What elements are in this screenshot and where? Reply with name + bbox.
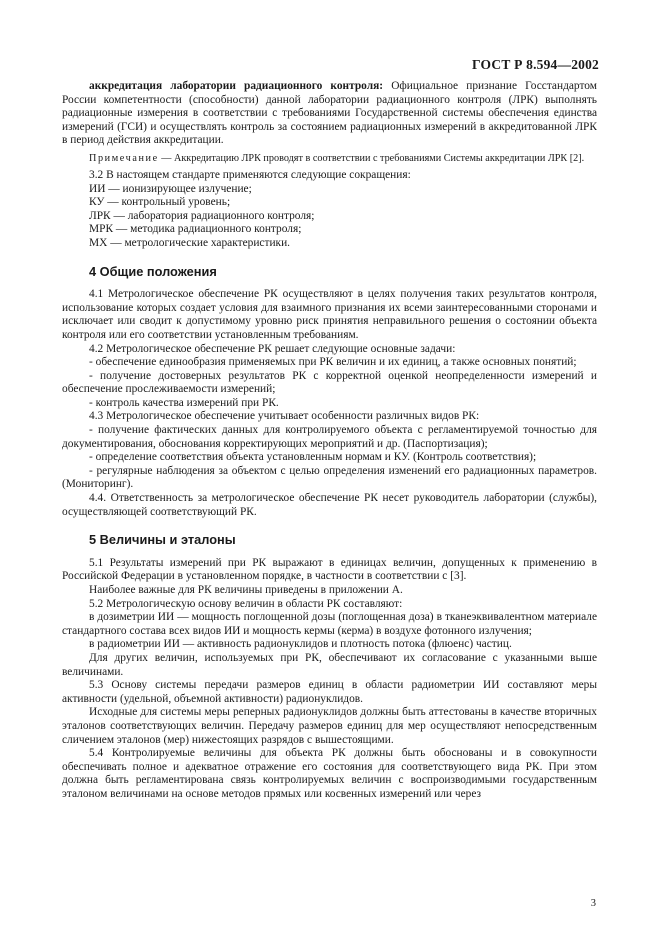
paragraph: 5.3 Основу системы передачи размеров единиц в области радиометрии ИИ составляют меры активности (удельной, объемной активности) радионуклидов. <box>62 679 597 705</box>
note-text: — Аккредитацию ЛРК проводят в соответствии с требованиями Системы аккредитации ЛРК [2]. <box>158 152 585 164</box>
note-paragraph <box>62 152 597 165</box>
document-body <box>62 80 597 802</box>
list-item: - регулярные наблюдения за объектом с целью определения изменений его радиационных параметров. (Мониторинг). <box>62 464 597 491</box>
paragraph: 4.3 Метрологическое обеспечение учитывает особенности различных видов РК: <box>89 410 480 423</box>
abbreviation-item: МХ — метрологические характеристики. <box>89 236 291 249</box>
note-label: Примечание <box>89 152 159 164</box>
document-header: ГОСТ Р 8.594—2002 <box>472 57 599 72</box>
paragraph: в радиометрии ИИ — активность радионуклидов и плотность потока (флюенс) частиц. <box>89 638 512 651</box>
definition-term: аккредитация лаборатории радиационного контроля: <box>89 80 384 92</box>
paragraph: 4.1 Метрологическое обеспечение РК осуществляют в целях получения таких результатов контроля, использование которых создает условия для взаимного признания их всеми заинтересованными сторонами и исключает или сводит к допустимому уровню риск принятия неправильного решения о состоянии объекта контроля или его соответствии установленным требованиям. <box>62 288 597 341</box>
paragraph: Наиболее важные для РК величины приведены в приложении А. <box>89 584 403 596</box>
page-number: 3 <box>590 898 596 909</box>
paragraph: 5.1 Результаты измерений при РК выражают в единицах величин, допущенных к применению в Российской Федерации в установленном порядке, в частности в соответствии с [3]. <box>62 556 597 583</box>
paragraph: Для других величин, используемых при РК, обеспечивают их согласование с указанными выше величинами. <box>62 651 597 678</box>
abbreviation-item: ЛРК — лаборатория радиационного контроля; <box>89 209 315 222</box>
paragraph: 4.4. Ответственность за метрологическое обеспечение РК несет руководитель лаборатории (службы), осуществляющей соответствующий РК. <box>62 492 597 518</box>
paragraph: 5.2 Метрологическую основу величин в области РК составляют: <box>89 597 403 610</box>
abbreviation-item: МРК — методика радиационного контроля; <box>89 223 302 236</box>
paragraph: 4.2 Метрологическое обеспечение РК решает следующие основные задачи: <box>89 342 456 355</box>
list-item: - контроль качества измерений при РК. <box>89 396 279 409</box>
section-4-heading: 4 Общие положения <box>89 263 217 279</box>
paragraph: 5.4 Контролируемые величины для объекта РК должны быть обоснованы и в совокупности обеспечивать полное и адекватное отражение его состояния для соответствующего вида РК. При этом должна быть регламентирована связь контролируемых величин с воспроизводимыми государственным эталоном величинами на основе методов прямых или косвенных измерений или через <box>62 747 597 800</box>
definition-text: Официальное признание Госстандартом России компетентности (способности) данной лаборатории радиационного контроля (ЛРК) выполнять радиационные измерения в соответствии с требованиями Государственной системы обеспечения единства измерений (ГСИ) и осуществлять контроль за состоянием радиационных измерений в аккредитованной ЛРК в период действия аккредитации. <box>62 80 597 147</box>
paragraph: Исходные для системы меры реперных радионуклидов должны быть аттестованы в качестве вторичных эталонов соответствующих величин. Передачу размеров единиц для мер осуществляют непосредственным сличением эталонов (мер) нижестоящих разрядов с вышестоящими. <box>62 706 597 746</box>
definition-paragraph <box>62 80 597 148</box>
paragraph: в дозиметрии ИИ — мощность поглощенной дозы (поглощенная доза) в тканеэквивалентном материале стандартного состава всех видов ИИ и мощность кермы (керма) в воздухе фотонного излучения; <box>62 611 597 637</box>
abbreviation-item: КУ — контрольный уровень; <box>89 196 231 209</box>
abbreviations-intro: 3.2 В настоящем стандарте применяются следующие сокращения: <box>89 168 411 181</box>
abbreviation-item: ИИ — ионизирующее излучение; <box>89 182 252 195</box>
abbreviations-list <box>62 183 597 251</box>
list-item: - обеспечение единообразия применяемых при РК величин и их единиц, а также основных понятий; <box>89 356 577 369</box>
list-item: - получение достоверных результатов РК с корректной оценкой неопределенности измерений и обеспечение прослеживаемости измерений; <box>62 369 597 396</box>
section-5-heading: 5 Величины и эталоны <box>89 532 236 548</box>
list-item: - получение фактических данных для контролируемого объекта с регламентируемой точностью для документирования, обоснования корректирующих мероприятий и др. (Паспортизация); <box>62 424 597 450</box>
list-item: - определение соответствия объекта установленным нормам и КУ. (Контроль соответствия); <box>89 451 537 464</box>
